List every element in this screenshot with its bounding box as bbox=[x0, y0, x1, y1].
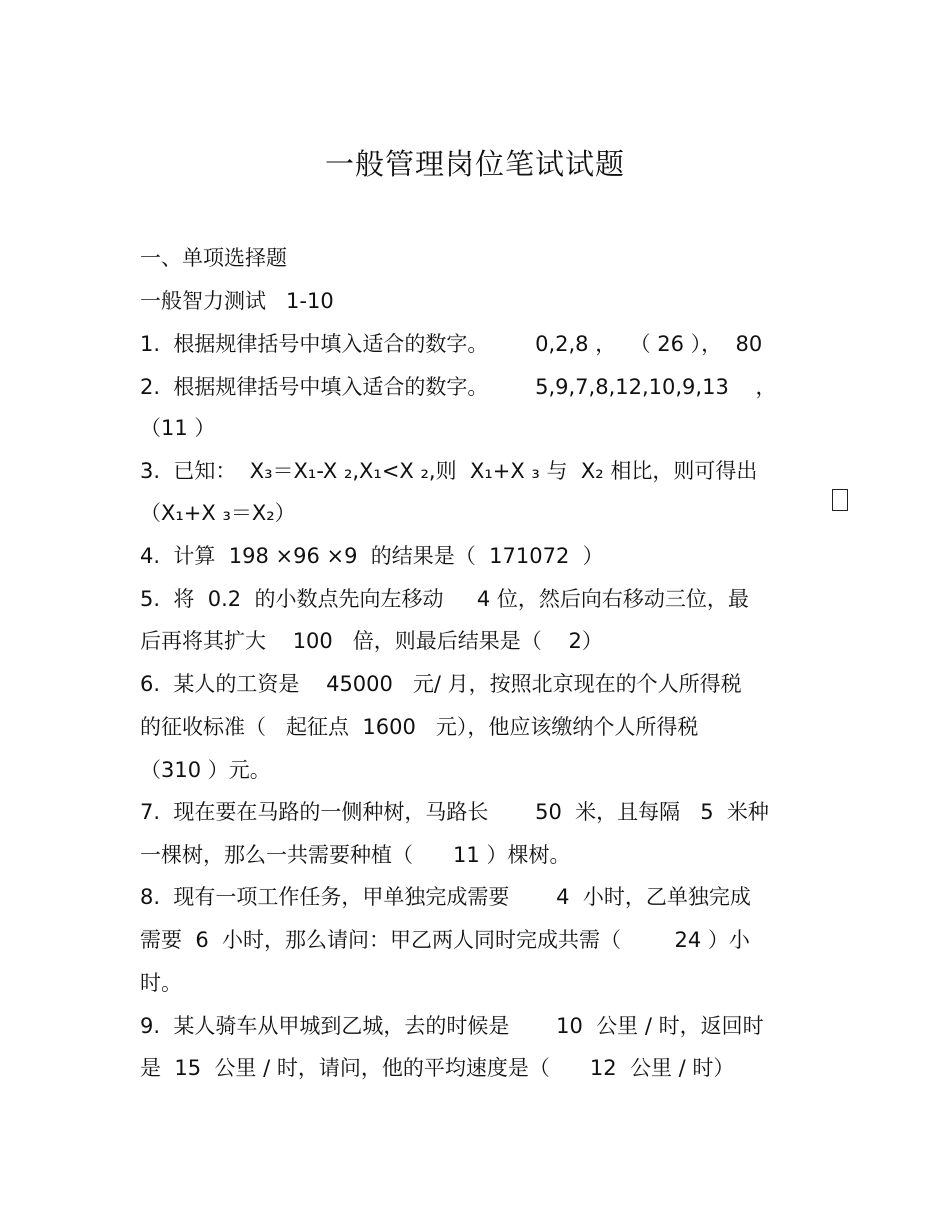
question-line: 9. 某人骑车从甲城到乙城，去的时候是 10 公里 / 时，返回时 bbox=[140, 1014, 764, 1038]
question-line: 4. 计算 198 ×96 ×9 的结果是（ 171072 ） bbox=[140, 544, 604, 568]
question-line: 3. 已知： X₃＝X₁-X ₂,X₁<X ₂,则 X₁+X ₃ 与 X₂ 相比，则可得出 bbox=[140, 459, 758, 483]
question-line: 2. 根据规律括号中填入适合的数字。 5,9,7,8,12,10,9,13 ， bbox=[140, 375, 777, 399]
question-line: 6. 某人的工资是 45000 元/ 月，按照北京现在的个人所得税 bbox=[140, 672, 742, 696]
question-line: 后再将其扩大 100 倍，则最后结果是（ 2） bbox=[140, 629, 603, 653]
question-line: 5. 将 0.2 的小数点先向左移动 4 位，然后向右移动三位，最 bbox=[140, 587, 749, 611]
question-line: 7. 现在要在马路的一侧种树，马路长 50 米，且每隔 5 米种 bbox=[140, 800, 769, 824]
question-line: 需要 6 小时，那么请问：甲乙两人同时完成共需（ 24 ）小 bbox=[140, 928, 750, 952]
subsection-heading: 一般智力测试 1-10 bbox=[140, 289, 334, 313]
document-title: 一般管理岗位笔试试题 bbox=[324, 147, 625, 181]
question-line: 是 15 公里 / 时，请问，他的平均速度是（ 12 公里 / 时） bbox=[140, 1056, 735, 1080]
question-line: 1. 根据规律括号中填入适合的数字。 0,2,8 ， （ 26 ）， 80 bbox=[140, 332, 763, 356]
question-line: 8. 现有一项工作任务，甲单独完成需要 4 小时，乙单独完成 bbox=[140, 885, 751, 909]
question-line: （X₁+X ₃＝X₂） bbox=[140, 501, 296, 525]
question-line: 的征收标准（ 起征点 1600 元），他应该缴纳个人所得税 bbox=[140, 715, 699, 739]
question-line: 时。 bbox=[140, 971, 182, 995]
question-line: （310 ）元。 bbox=[140, 758, 271, 782]
checkbox-square-icon bbox=[832, 489, 848, 511]
question-line: （11 ） bbox=[140, 416, 216, 440]
question-line: 一棵树，那么一共需要种植（ 11 ）棵树。 bbox=[140, 843, 571, 867]
section-heading: 一、单项选择题 bbox=[140, 246, 287, 270]
